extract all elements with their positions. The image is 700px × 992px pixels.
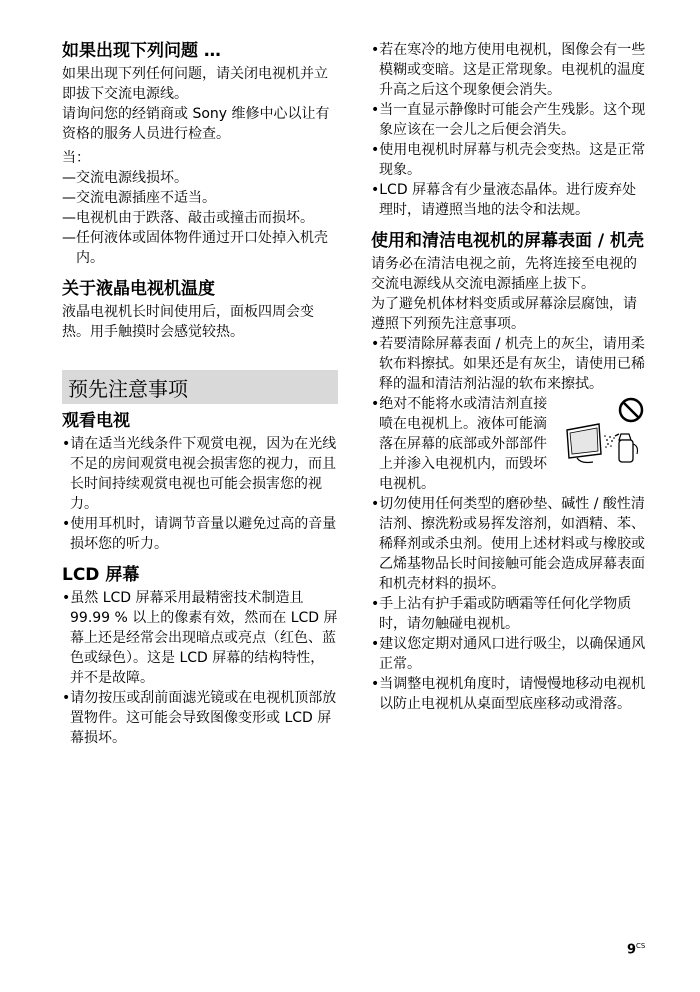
section-title-lcd: LCD 屏幕 xyxy=(62,565,140,585)
tv-icon xyxy=(567,424,601,463)
left-column xyxy=(62,40,338,748)
precautions-heading-band xyxy=(62,370,338,404)
cleaning-item: •当调整电视机角度时，请慢慢地移动电视机以防止电视机从桌面型底座移动或滑落。 xyxy=(371,676,646,712)
section-title-problems: 如果出现下列问题 … xyxy=(62,41,221,61)
problem-item: —交流电源线损坏。 xyxy=(62,170,188,186)
problems-when-label: 当： xyxy=(62,150,90,166)
cleaning-item-no-spray: •绝对不能将水或清洁剂直接喷在电视机上。液体可能滴落在屏幕的底部或外部部件上并渗入电视机内，而毁坏电视机。 xyxy=(371,396,548,492)
lcd-note-item: •LCD 屏幕含有少量液态晶体。进行废弃处理时，请遵照当地的法令和法规。 xyxy=(371,182,637,218)
spray-warning-block xyxy=(371,394,647,494)
problem-item: —电视机由于跌落、敲击或撞击而损坏。 xyxy=(62,210,314,226)
lcd-note-item: •使用电视机时屏幕与机壳会变热。这是正常现象。 xyxy=(371,142,646,178)
section-title-temperature: 关于液晶电视机温度 xyxy=(62,279,215,299)
section-title-cleaning: 使用和清洁电视机的屏幕表面 / 机壳 xyxy=(371,231,645,251)
no-spray-tv-illustration xyxy=(563,396,647,466)
page-language-code: CS xyxy=(636,942,646,950)
lcd-item: •虽然 LCD 屏幕采用最精密技术制造且 99.99 % 以上的像素有效，然而在 LCD 屏幕上还是经常会出现暗点或亮点（红色、蓝色或绿色）。这是 LCD 屏幕的结构特性，并不是故障。 xyxy=(62,590,338,686)
lcd-item: •请勿按压或刮前面滤光镜或在电视机顶部放置物件。这可能会导致图像变形或 LCD 屏幕损坏。 xyxy=(62,690,337,746)
page-number xyxy=(627,942,645,957)
cleaning-item: •切勿使用任何类型的磨砂垫、碱性 / 酸性清洁剂、擦洗粉或易挥发溶剂，如酒精、苯、稀释剂或杀虫剂。使用上述材料或与橡胶或乙烯基物品长时间接触可能会造成屏幕表面和机壳材料的损坏。 xyxy=(371,496,645,592)
right-column xyxy=(371,40,647,714)
precautions-heading: 预先注意事项 xyxy=(68,376,188,401)
section-title-viewing: 观看电视 xyxy=(62,411,130,431)
problems-paragraph-2: 请询问您的经销商或 Sony 维修中心以让有资格的服务人员进行检查。 xyxy=(62,106,330,142)
viewing-item: •请在适当光线条件下观赏电视，因为在光线不足的房间观赏电视会损害您的视力，而且长时间持续观赏电视也可能会损害您的视力。 xyxy=(62,436,337,512)
spray-bottle-icon xyxy=(615,434,638,462)
lcd-note-item: •若在寒冷的地方使用电视机，图像会有一些模糊或变暗。这是正常现象。电视机的温度升高之后这个现象便会消失。 xyxy=(371,42,646,98)
viewing-item: •使用耳机时，请调节音量以避免过高的音量损坏您的听力。 xyxy=(62,516,337,552)
cleaning-item: •手上沾有护手霜或防晒霜等任何化学物质时，请勿触碰电视机。 xyxy=(371,596,632,632)
lcd-note-item: •当一直显示静像时可能会产生残影。这个现象应该在一会儿之后便会消失。 xyxy=(371,102,646,138)
problems-paragraph-1: 如果出现下列任何问题，请关闭电视机并立即拔下交流电源线。 xyxy=(62,66,328,102)
page-number-value: 9 xyxy=(627,942,637,958)
cleaning-item: •建议您定期对通风口进行吸尘，以确保通风正常。 xyxy=(371,636,646,672)
temperature-paragraph: 液晶电视机长时间使用后，面板四周会变热。用手触摸时会感觉较热。 xyxy=(62,304,314,340)
problem-item: —任何液体或固体物件通过开口处掉入机壳内。 xyxy=(62,230,328,266)
cleaning-paragraph-1: 请务必在清洁电视之前，先将连接至电视的交流电源线从交流电源插座上拔下。 xyxy=(371,256,637,292)
cleaning-item: •若要清除屏幕表面 / 机壳上的灰尘，请用柔软布料擦拭。如果还是有灰尘，请使用已稀释的温和清洁剂沾湿的软布来擦拭。 xyxy=(371,336,645,392)
problem-item: —交流电源插座不适当。 xyxy=(62,190,216,206)
cleaning-paragraph-2: 为了避免机体材料变质或屏幕涂层腐蚀，请遵照下列预先注意事项。 xyxy=(371,296,637,332)
prohibition-icon xyxy=(620,399,642,421)
